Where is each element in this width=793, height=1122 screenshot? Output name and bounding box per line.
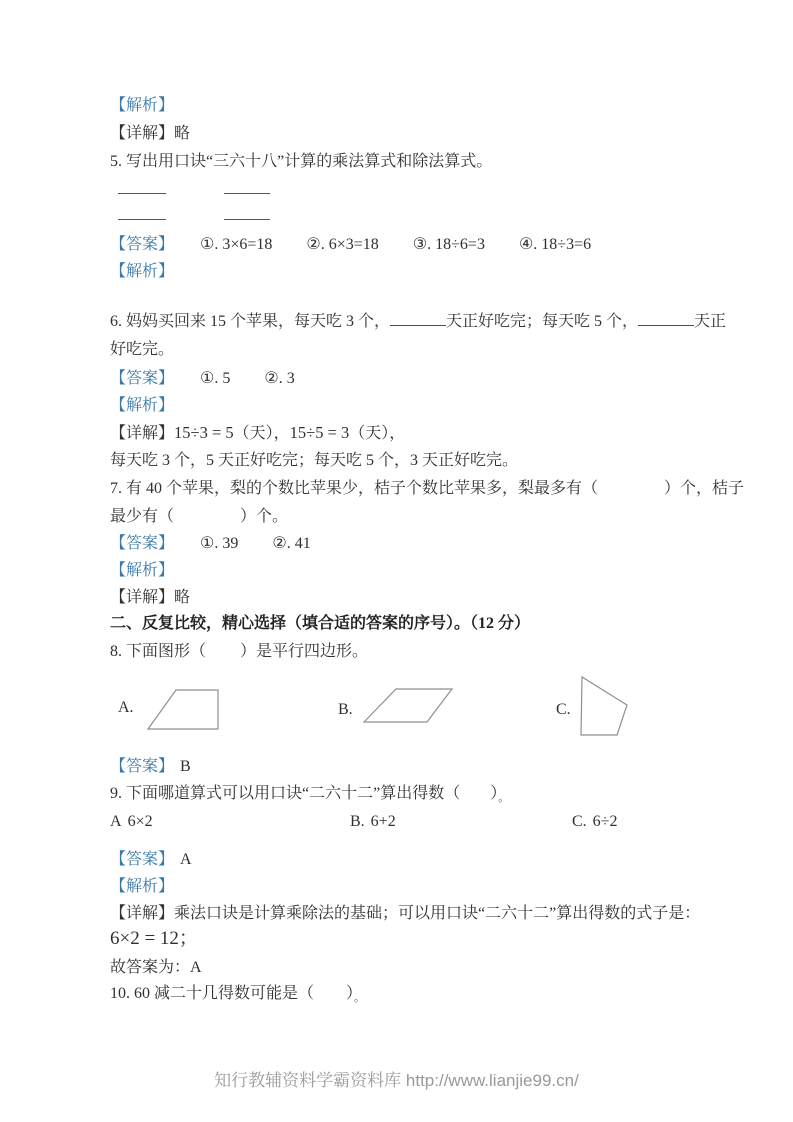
- q6-detail-formula2: 15÷5 = 3: [289, 423, 350, 442]
- q8-answer-letter: B: [180, 758, 191, 775]
- q9-option-a-label: A: [110, 813, 122, 830]
- q5-write-blank-2: [224, 193, 270, 194]
- q5-answer-2: ②. 6×3=18: [306, 236, 379, 253]
- detail-label: 【详解】: [110, 905, 175, 922]
- detail-label: 【详解】: [110, 125, 175, 142]
- q6-question-part1: 6. 妈妈买回来 15 个苹果，每天吃 3 个，: [110, 313, 391, 330]
- q7-question-part1: 7. 有 40 个苹果，梨的个数比苹果少，桔子个数比苹果多，梨最多有（: [110, 480, 599, 497]
- q4-analysis-line: [110, 95, 174, 116]
- q8-option-c-label-text: C.: [556, 701, 571, 718]
- q6-question-part2: 天正好吃完；每天吃 5 个，: [446, 313, 639, 330]
- q5-answer-1: ①. 3×6=18: [200, 236, 273, 253]
- q7-answer-2: ②. 41: [272, 535, 311, 552]
- q9-detail-formula: [110, 928, 198, 949]
- q6-analysis-line: [110, 395, 174, 416]
- answer-label: 【答案】: [110, 535, 175, 552]
- q7-analysis-line: [110, 560, 174, 581]
- q6-fill-blank-2: [638, 325, 694, 326]
- q5-analysis-line: [110, 261, 174, 282]
- q8-question-part2: ）是平行四边形。: [240, 643, 369, 660]
- q4-detail-line: [110, 123, 190, 144]
- site-footer: [0, 1066, 793, 1091]
- answer-label: 【答案】: [110, 370, 175, 387]
- q5-question: [110, 151, 492, 172]
- q7-detail-text: 略: [174, 589, 191, 606]
- q6-fill-blank-1: [390, 325, 446, 326]
- analysis-label: 【解析】: [110, 263, 175, 280]
- q8-question: [110, 641, 368, 662]
- q7-answer-line: [110, 533, 311, 554]
- q10-question-period: 。: [354, 992, 366, 1004]
- analysis-label: 【解析】: [110, 562, 175, 579]
- detail-label: 【详解】: [110, 425, 175, 442]
- q9-detail-conclusion: [110, 957, 202, 978]
- q8-option-b-label: [338, 699, 353, 720]
- q10-question: [110, 983, 365, 1009]
- q10-question-part2: ）: [346, 985, 355, 1002]
- q9-detail-intro: 乘法口诀是计算乘除法的基础；可以用口诀“二六十二”算出得数的式子是：: [174, 905, 701, 922]
- q6-detail-formula1: 15÷3 = 5: [174, 423, 234, 442]
- q10-question-part1: 10. 60 减二十几得数可能是（: [110, 985, 315, 1002]
- q5-answer-4: ④. 18÷3=6: [518, 236, 592, 253]
- q6-detail-line1: [110, 422, 405, 444]
- q4-detail-text: 略: [174, 125, 191, 142]
- q8-option-b-label-text: B.: [338, 701, 353, 718]
- q7-question-line1: [110, 478, 744, 499]
- q8-question-part1: 8. 下面图形（: [110, 643, 207, 660]
- q8-option-a-label-text: A.: [118, 699, 134, 716]
- q7-answer-1: ①. 39: [200, 535, 239, 552]
- q9-question-part2: ）: [490, 785, 499, 802]
- q9-option-c-label: C.: [572, 813, 587, 830]
- q6-question-line2-text: 好吃完。: [110, 341, 175, 358]
- q7-question-line2-part1: 最少有（: [110, 508, 175, 525]
- analysis-label: 【解析】: [110, 397, 175, 414]
- q5-write-blank-1: [118, 193, 166, 194]
- q6-detail-mid2: （天），: [349, 425, 406, 442]
- q9-detail-conclusion-text: 故答案为：A: [110, 959, 202, 976]
- q7-question-line2-part2: ）个。: [240, 508, 289, 525]
- answer-label: 【答案】: [110, 851, 175, 868]
- q6-answer-line: [110, 368, 295, 389]
- q6-question-part3: 天正: [694, 313, 727, 330]
- q5-question-text: 5. 写出用口诀“三六十八”计算的乘法算式和除法算式。: [110, 153, 493, 170]
- q7-detail-line: [110, 587, 190, 608]
- q6-question-line2: [110, 339, 174, 360]
- q9-analysis-line: [110, 876, 174, 897]
- q9-detail-formula-text: 6×2 = 12；: [110, 928, 198, 949]
- q5-write-blank-3: [118, 219, 166, 220]
- q6-detail-line2-text: 每天吃 3 个，5 天正好吃完；每天吃 5 个，3 天正好吃完。: [110, 452, 519, 469]
- q5-answer-3: ③. 18÷6=3: [412, 236, 485, 253]
- trapezoid-shape: [140, 682, 230, 737]
- q8-option-a-label: [118, 697, 134, 718]
- q5-write-blank-4: [224, 219, 270, 220]
- q9-question-period: 。: [498, 792, 510, 804]
- q6-detail-mid1: （天），: [233, 425, 290, 442]
- q5-answer-line: [110, 234, 591, 255]
- q7-question-part2: ）个，桔子: [664, 480, 745, 497]
- q9-option-b-label: B.: [350, 813, 365, 830]
- q6-detail-line2: [110, 450, 518, 471]
- section-2-title: 二、反复比较，精心选择（填合适的答案的序号）。（12 分）: [110, 615, 531, 632]
- answer-label: 【答案】: [110, 236, 175, 253]
- q8-answer-line: [110, 756, 191, 777]
- q9-option-a: [110, 811, 153, 832]
- q9-option-c: [572, 811, 617, 832]
- analysis-label: 【解析】: [110, 878, 175, 895]
- irregular-quadrilateral-shape: [570, 670, 640, 742]
- q9-answer-line: [110, 849, 192, 870]
- q9-answer-letter: A: [180, 851, 192, 868]
- parallelogram-shape: [358, 682, 458, 727]
- q9-question: [110, 783, 509, 809]
- q9-detail-line: [110, 903, 700, 924]
- detail-label: 【详解】: [110, 589, 175, 606]
- q9-option-a-expr: 6×2: [127, 813, 153, 830]
- analysis-label: 【解析】: [110, 97, 175, 114]
- q9-option-b: [350, 811, 396, 832]
- q9-option-c-expr: 6÷2: [592, 813, 618, 830]
- q9-option-b-expr: 6+2: [370, 813, 396, 830]
- section-2-header: [110, 613, 530, 634]
- q9-question-part1: 9. 下面哪道算式可以用口诀“二六十二”算出得数（: [110, 785, 461, 802]
- footer-text: 知行教辅资料学霸资料库 http://www.lianjie99.cn/: [214, 1071, 579, 1090]
- answer-label: 【答案】: [110, 758, 175, 775]
- q6-answer-2: ②. 3: [264, 370, 295, 387]
- q6-question-line1: [110, 311, 726, 332]
- q7-question-line2: [110, 506, 288, 527]
- q8-option-c-label: [556, 699, 571, 720]
- q6-answer-1: ①. 5: [200, 370, 231, 387]
